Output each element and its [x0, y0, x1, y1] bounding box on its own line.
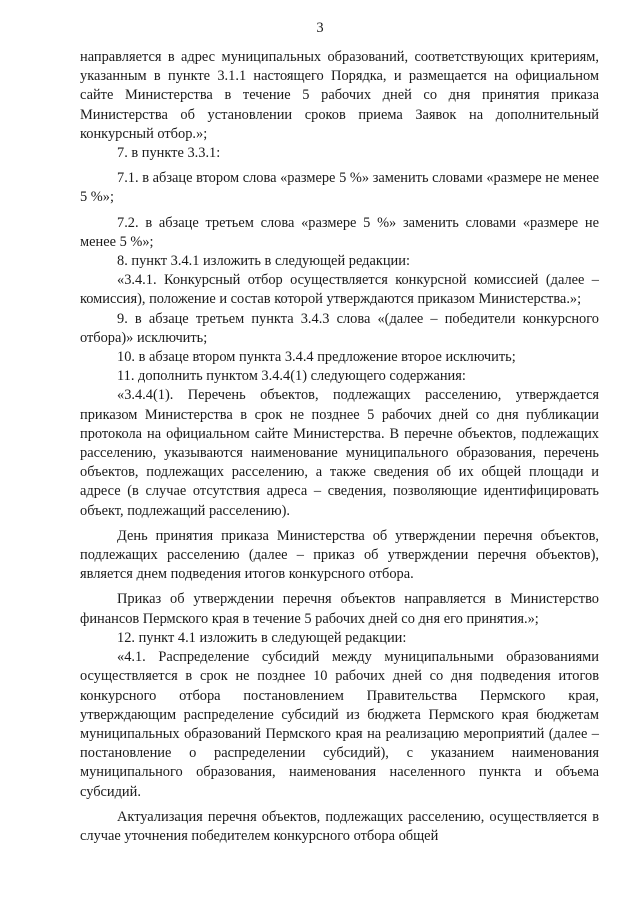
- paragraph-5: 8. пункт 3.4.1 изложить в следующей редакции:: [117, 253, 410, 270]
- paragraph-4: 7.2. в абзаце третьем слова «размере 5 %» заменить словами «размере не менее 5 %»;: [80, 214, 599, 250]
- paragraph-2: 7. в пункте 3.3.1:: [117, 145, 221, 162]
- paragraph-12: Приказ об утверждении перечня объектов направляется в Министерство финансов Пермского края в течение 5 рабочих дней со дня его принятия.»;: [80, 591, 599, 627]
- paragraph-11: День принятия приказа Министерства об утверждении перечня объектов, подлежащих расселению (далее – приказ об утверждении перечня объектов), является днем подведения итогов конкурсного отбора.: [80, 527, 599, 583]
- paragraph-15: Актуализация перечня объектов, подлежащих расселению, осуществляется в случае уточнения победителем конкурсного отбора общей: [80, 808, 599, 844]
- document-body: [80, 48, 599, 846]
- paragraph-1: направляется в адрес муниципальных образований, соответствующих критериям, указанным в пункте 3.1.1 настоящего Порядка, и размещается на официальном сайте Министерства в течение 5 рабочих дней со дня принятия приказа Министерства об установлении сроков приема Заявок на дополнительный конкурсный отбор.»;: [80, 49, 599, 142]
- paragraph-6: «3.4.1. Конкурсный отбор осуществляется конкурсной комиссией (далее – комиссия), положение и состав которой утверждаются приказом Министерства.»;: [80, 272, 599, 308]
- paragraph-9: 11. дополнить пунктом 3.4.4(1) следующего содержания:: [117, 368, 466, 385]
- paragraph-8: 10. в абзаце втором пункта 3.4.4 предложение второе исключить;: [117, 349, 516, 366]
- paragraph-3: 7.1. в абзаце втором слова «размере 5 %» заменить словами «размере не менее 5 %»;: [80, 170, 599, 206]
- paragraph-14: «4.1. Распределение субсидий между муниципальными образованиями осуществляется в срок не позднее 10 рабочих дней со дня подведения итогов конкурсного отбора постановлением Правительства Пермского края, утверждающим распределение субсидий из бюджета Пермского края бюджетам муниципальных образований Пермского края на реализацию мероприятий (далее – постановление о распределении субсидий), с указанием наименования муниципального образования, наименования населенного пункта и объема субсидий.: [80, 649, 599, 800]
- paragraph-7: 9. в абзаце третьем пункта 3.4.3 слова «(далее – победители конкурсного отбора)» исключить;: [80, 310, 599, 346]
- paragraph-13: 12. пункт 4.1 изложить в следующей редакции:: [117, 629, 407, 646]
- page-number: 3: [316, 20, 324, 36]
- paragraph-10: «3.4.4(1). Перечень объектов, подлежащих расселению, утверждается приказом Министерства в срок не позднее 5 рабочих дней со дня публикации протокола на официальном сайте Министерства. В перечне объектов, подлежащих расселению, указываются наименование муниципального образования, перечень объектов, подлежащих расселению, а также сведения об их общей площади и адресе (в случае отсутствия адреса – сведения, позволяющие идентифицировать объект, подлежащий расселению).: [80, 387, 599, 519]
